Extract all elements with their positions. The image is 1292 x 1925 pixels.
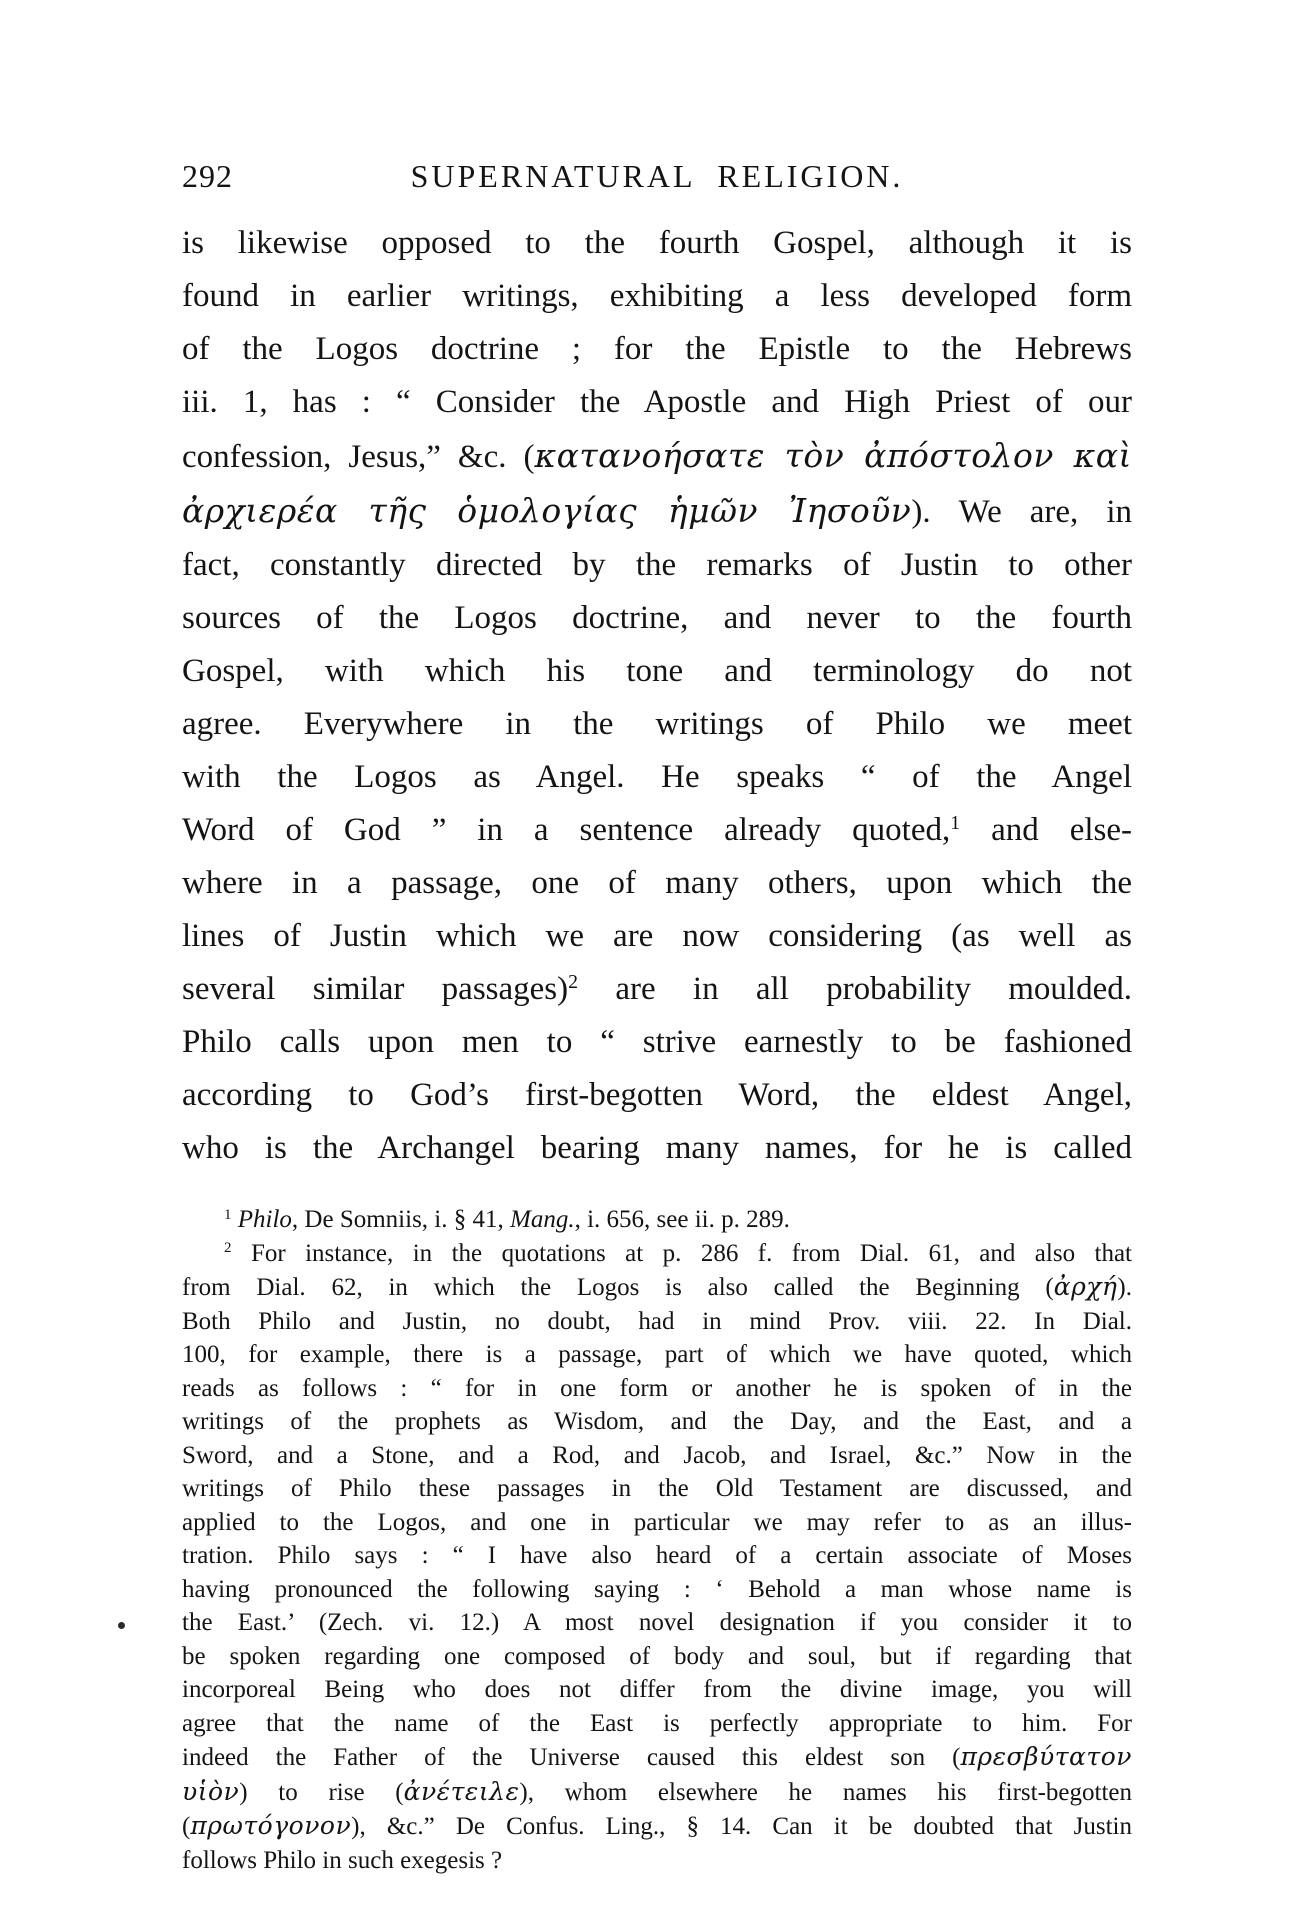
text-segment: Both Philo and Justin, no doubt, had in mind Prov. viii. 22. In Dial.	[182, 1307, 1132, 1335]
text-segment: agree that the name of the East is perfectly appropriate to him. For	[182, 1709, 1132, 1737]
text-line	[182, 1673, 1132, 1707]
text-line	[182, 592, 1132, 645]
text-segment: Mang.	[510, 1206, 575, 1233]
text-line	[182, 698, 1132, 751]
text-line	[182, 804, 1132, 857]
text-segment: κατανοήσατε τὸν ἀπόστολον καὶ	[534, 436, 1132, 475]
text-segment: reads as follows : “ for in one form or another he is spoken of in the	[182, 1374, 1132, 1402]
running-title: SUPERNATURAL RELIGION.	[410, 158, 904, 194]
text-line	[182, 1016, 1132, 1069]
text-segment: are in all probability moulded.	[578, 971, 1132, 1007]
text-line	[182, 1844, 1132, 1878]
text-segment: indeed the Father of the Universe caused this eldest son (	[182, 1744, 961, 1771]
text-line	[182, 910, 1132, 963]
text-segment: sources of the Logos doctrine, and never to the fourth	[182, 600, 1132, 636]
text-segment: ), whom elsewhere he names his first-begotten	[519, 1778, 1132, 1806]
text-segment: tration. Philo says : “ I have also heard of a certain associate of Moses	[182, 1542, 1132, 1569]
text-line	[182, 1405, 1132, 1439]
text-segment: ), &c.” De Confus. Ling., § 14. Can it be doubted that Justin	[351, 1813, 1132, 1840]
text-segment: ἀρχιερέα τῆς ὁμολογίας ἡμῶν Ἰησοῦν	[182, 491, 912, 530]
footnote-marker: 2	[568, 971, 579, 994]
body-text	[182, 217, 1132, 1175]
text-segment: several similar passages)	[182, 971, 569, 1007]
footnote-marker: 1	[224, 1206, 232, 1223]
text-segment: (	[182, 1813, 191, 1840]
text-segment: and else-	[960, 812, 1132, 848]
text-line	[182, 1372, 1132, 1406]
running-head	[182, 158, 1132, 195]
text-segment: ). We are, in	[911, 494, 1132, 530]
text-segment: πρωτόγονον	[190, 1811, 352, 1840]
text-segment: where in a passage, one of many others, upon which the	[182, 865, 1132, 901]
text-line	[182, 323, 1132, 376]
footnotes	[182, 1203, 1132, 1877]
footnote-marker: 2	[224, 1240, 232, 1257]
text-segment: , De Somniis, i. § 41,	[291, 1206, 510, 1233]
text-segment: according to God’s first-begotten Word, the eldest Angel,	[182, 1077, 1132, 1113]
text-line	[182, 1640, 1132, 1674]
text-segment: who is the Archangel bearing many names, for he is called	[182, 1130, 1132, 1166]
print-speck	[118, 1622, 125, 1629]
text-segment: Word of God ” in a sentence already quoted,	[182, 812, 951, 848]
text-segment: fact, constantly directed by the remarks of Justin to other	[182, 547, 1132, 583]
text-line	[182, 1606, 1132, 1640]
text-segment: ἀνέτειλε	[403, 1776, 520, 1806]
text-segment: of the Logos doctrine ; for the Epistle to the Hebrews	[182, 331, 1132, 367]
text-segment: writings of Philo these passages in the Old Testament are discussed, and	[182, 1475, 1132, 1502]
footnote-marker: 1	[950, 812, 961, 835]
text-segment: is likewise opposed to the fourth Gospel, although it is	[182, 225, 1132, 261]
text-line	[182, 1775, 1132, 1810]
text-line	[182, 429, 1132, 484]
text-line	[182, 539, 1132, 592]
text-line	[182, 1305, 1132, 1339]
text-segment: Sword, and a Stone, and a Rod, and Jacob, and Israel, &c.” Now in the	[182, 1441, 1132, 1469]
text-segment: ).	[1117, 1274, 1132, 1301]
text-line	[182, 1809, 1132, 1844]
text-segment: 100, for example, there is a passage, part of which we have quoted, which	[182, 1341, 1132, 1368]
text-segment: , i. 656, see ii. p. 289.	[574, 1206, 790, 1233]
text-line	[182, 1122, 1132, 1175]
text-line	[182, 376, 1132, 429]
text-segment: writings of the prophets as Wisdom, and the Day, and the East, and a	[182, 1408, 1132, 1435]
text-segment: Philo	[237, 1206, 292, 1233]
text-segment: Philo calls upon men to “ strive earnestly to be fashioned	[182, 1024, 1132, 1060]
text-line	[182, 270, 1132, 323]
text-line	[182, 857, 1132, 910]
text-line	[182, 1506, 1132, 1540]
text-segment: ἀρχή	[1053, 1272, 1118, 1301]
text-line	[182, 1338, 1132, 1372]
text-segment: iii. 1, has : “ Consider the Apostle and High Priest of our	[182, 384, 1132, 420]
page-number: 292	[182, 158, 233, 194]
text-segment: follows Philo in such exegesis ?	[182, 1846, 503, 1874]
text-segment: For instance, in the quotations at p. 286 f. from Dial. 61, and also that	[231, 1239, 1132, 1267]
text-segment: found in earlier writings, exhibiting a less developed form	[182, 278, 1132, 314]
text-segment: agree. Everywhere in the writings of Philo we meet	[182, 706, 1132, 742]
text-segment: applied to the Logos, and one in particular we may refer to as an illus-	[182, 1508, 1132, 1536]
text-segment: from Dial. 62, in which the Logos is also called the Beginning (	[182, 1274, 1054, 1301]
text-segment: having pronounced the following saying : ‘ Behold a man whose name is	[182, 1575, 1132, 1603]
text-line	[182, 1237, 1132, 1271]
text-segment: the East.’ (Zech. vi. 12.) A most novel designation if you consider it to	[182, 1609, 1132, 1636]
text-line	[182, 1573, 1132, 1607]
text-line	[182, 1203, 1132, 1237]
text-line	[182, 751, 1132, 804]
text-segment: Gospel, with which his tone and terminology do not	[182, 653, 1132, 689]
text-line	[182, 1270, 1132, 1305]
text-line	[182, 217, 1132, 270]
text-segment: incorporeal Being who does not differ from the divine image, you will	[182, 1676, 1132, 1703]
text-line	[182, 1707, 1132, 1741]
text-line	[182, 1539, 1132, 1573]
text-line	[182, 1439, 1132, 1473]
text-segment: be spoken regarding one composed of body and soul, but if regarding that	[182, 1642, 1132, 1670]
text-segment: ) to rise (	[239, 1778, 404, 1806]
text-line	[182, 963, 1132, 1016]
text-line	[182, 1069, 1132, 1122]
text-line	[182, 1472, 1132, 1506]
text-line	[182, 1740, 1132, 1775]
text-segment: υἱὸν	[182, 1776, 240, 1806]
text-segment: πρεσβύτατον	[960, 1742, 1132, 1771]
text-line	[182, 484, 1132, 539]
text-line	[182, 645, 1132, 698]
text-segment: confession, Jesus,” &c. (	[182, 439, 535, 475]
text-segment: with the Logos as Angel. He speaks “ of the Angel	[182, 759, 1132, 795]
text-segment: lines of Justin which we are now considering (as well as	[182, 918, 1132, 954]
text-block	[182, 158, 1132, 1877]
